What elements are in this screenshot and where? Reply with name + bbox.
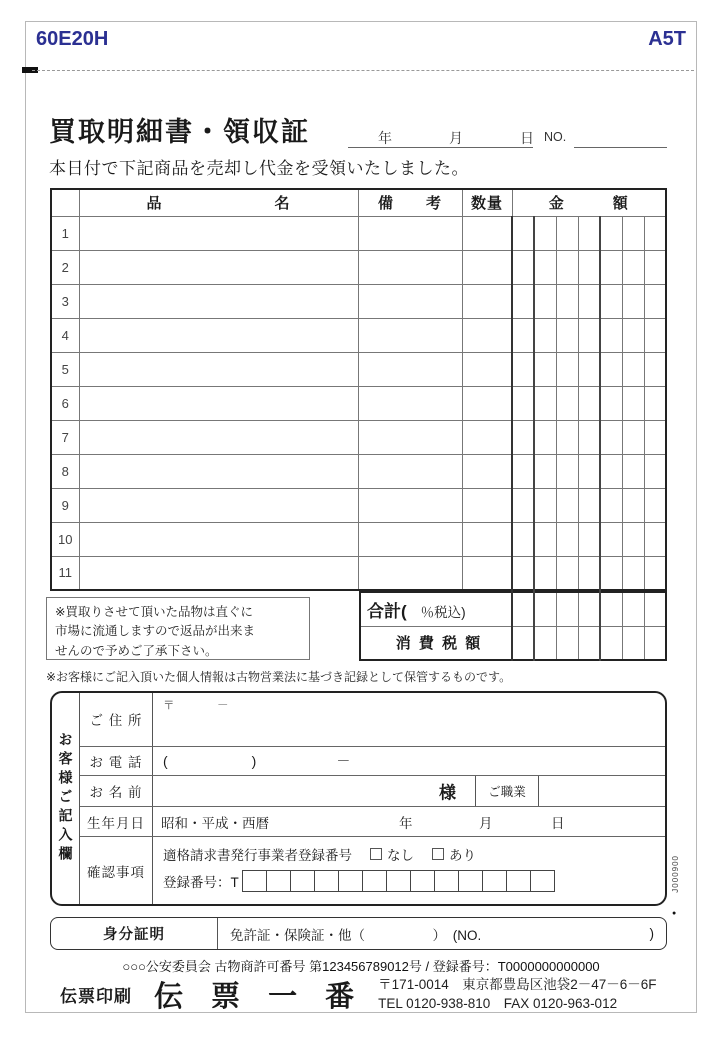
amount-digit-cell: [534, 488, 556, 522]
amount-digit-cell: [534, 216, 556, 250]
item-name-cell: [79, 386, 358, 420]
amount-digit-cell: [556, 522, 578, 556]
item-row: [51, 488, 666, 522]
item-qty-cell: [462, 386, 512, 420]
honorific-sama: 様: [439, 783, 456, 803]
name-label: お 名 前: [80, 776, 153, 805]
row-number: 8: [51, 454, 79, 488]
digit-box: [362, 870, 387, 892]
return-policy-line: せんので予めご了承下さい。: [55, 643, 218, 658]
item-note-cell: [358, 386, 462, 420]
amount-digit-cell: [512, 352, 534, 386]
amount-digit-cell: [622, 284, 644, 318]
amount-digit-cell: [556, 386, 578, 420]
digit-box: [290, 870, 315, 892]
item-row: [51, 386, 666, 420]
digit-box: [410, 870, 435, 892]
col-header-amount: 金 額: [512, 189, 666, 216]
amount-digit-cell: [644, 352, 666, 386]
confirmation-field: [153, 837, 665, 904]
birth-month-label: 月: [479, 815, 493, 831]
return-policy-note: [46, 597, 310, 660]
amount-digit-cell: [600, 488, 622, 522]
identity-proof-label: 身分証明: [51, 918, 218, 949]
birth-year-label: 年: [399, 815, 413, 831]
digit-box: [338, 870, 363, 892]
birthdate-row: [80, 807, 665, 837]
digit-box: [482, 870, 507, 892]
total-digit-cell: [600, 592, 622, 626]
total-digit-cell: [578, 592, 600, 626]
item-qty-cell: [462, 318, 512, 352]
item-name-cell: [79, 522, 358, 556]
digit-box: [434, 870, 459, 892]
amount-digit-cell: [600, 216, 622, 250]
item-row: [51, 454, 666, 488]
amount-digit-cell: [600, 454, 622, 488]
tax-digit-cell: [622, 626, 644, 660]
item-name-cell: [79, 284, 358, 318]
amount-digit-cell: [622, 318, 644, 352]
digit-box: [242, 870, 267, 892]
item-name-cell: [79, 352, 358, 386]
item-note-cell: [358, 454, 462, 488]
amount-digit-cell: [534, 420, 556, 454]
amount-digit-cell: [512, 386, 534, 420]
item-note-cell: [358, 318, 462, 352]
amount-digit-cell: [578, 386, 600, 420]
document-subtitle: 本日付で下記商品を売却し代金を受領いたしました。: [49, 159, 469, 178]
tax-digit-cell: [556, 626, 578, 660]
item-name-cell: [79, 318, 358, 352]
amount-digit-cell: [512, 250, 534, 284]
item-row: [51, 352, 666, 386]
item-name-cell: [79, 454, 358, 488]
brand-small-label: 伝票印刷: [60, 987, 132, 1006]
row-number: 6: [51, 386, 79, 420]
item-row: [51, 250, 666, 284]
printer-phones: TEL 0120-938-810 FAX 0120-963-012: [378, 995, 618, 1011]
items-table-header-row: [51, 189, 666, 216]
amount-digit-cell: [622, 386, 644, 420]
total-digit-cell: [556, 592, 578, 626]
invoice-registration-text: 適格請求書発行事業者登録番号: [163, 848, 352, 864]
date-month-label: 月: [449, 130, 463, 146]
amount-digit-cell: [534, 386, 556, 420]
digit-box: [314, 870, 339, 892]
amount-digit-cell: [512, 522, 534, 556]
checkbox-no-label: なし: [387, 848, 414, 864]
item-name-cell: [79, 420, 358, 454]
printer-address-block: [378, 976, 656, 1014]
total-digit-cell: [622, 592, 644, 626]
row-number: 11: [51, 556, 79, 590]
amount-digit-cell: [578, 488, 600, 522]
item-qty-cell: [462, 488, 512, 522]
confirmation-row: [80, 837, 665, 904]
item-qty-cell: [462, 284, 512, 318]
customer-section-vertical-label: お客様ご記入欄: [52, 693, 80, 904]
amount-digit-cell: [578, 284, 600, 318]
digit-box: [266, 870, 291, 892]
return-policy-line: ※買取りさせて頂いた品物は直ぐに: [55, 605, 253, 619]
amount-digit-cell: [622, 556, 644, 590]
row-number: 1: [51, 216, 79, 250]
postal-mark: 〒 －: [163, 700, 231, 712]
item-qty-cell: [462, 454, 512, 488]
amount-digit-cell: [600, 318, 622, 352]
print-job-code: J000900: [671, 855, 680, 893]
name-field: [153, 776, 665, 805]
amount-digit-cell: [512, 420, 534, 454]
item-qty-cell: [462, 522, 512, 556]
consumption-tax-row: [360, 626, 666, 660]
birthdate-field: [153, 807, 665, 836]
tax-digit-cell: [578, 626, 600, 660]
digit-box: [530, 870, 555, 892]
amount-digit-cell: [556, 284, 578, 318]
amount-digit-cell: [600, 284, 622, 318]
amount-digit-cell: [578, 352, 600, 386]
registration-number-prefix: 登録番号：T: [163, 875, 239, 891]
phone-row: [80, 747, 665, 776]
amount-digit-cell: [512, 556, 534, 590]
amount-digit-cell: [512, 454, 534, 488]
address-field: [153, 693, 665, 746]
amount-digit-cell: [534, 454, 556, 488]
amount-digit-cell: [534, 250, 556, 284]
identity-types-text: 免許証・保険証・他（ ） (NO.: [230, 927, 482, 943]
tax-digit-cell: [600, 626, 622, 660]
amount-digit-cell: [644, 216, 666, 250]
col-header-quantity: 数量: [462, 189, 512, 216]
item-note-cell: [358, 284, 462, 318]
era-options: 昭和・平成・西暦: [161, 815, 269, 831]
amount-digit-cell: [600, 420, 622, 454]
amount-digit-cell: [578, 318, 600, 352]
item-qty-cell: [462, 250, 512, 284]
form-code-left: 60E20H: [36, 28, 109, 50]
amount-digit-cell: [534, 522, 556, 556]
item-qty-cell: [462, 420, 512, 454]
amount-digit-cell: [534, 318, 556, 352]
return-policy-line: 市場に流通しますので返品が出来ま: [55, 624, 256, 639]
amount-digit-cell: [578, 216, 600, 250]
item-note-cell: [358, 250, 462, 284]
amount-digit-cell: [556, 216, 578, 250]
amount-digit-cell: [556, 420, 578, 454]
phone-label: お 電 話: [80, 747, 153, 775]
amount-digit-cell: [556, 488, 578, 522]
item-row: [51, 522, 666, 556]
item-row: [51, 556, 666, 590]
item-row: [51, 284, 666, 318]
phone-dash: －: [336, 753, 351, 770]
total-digit-cell: [512, 592, 534, 626]
row-number: 9: [51, 488, 79, 522]
printer-brand-row: [60, 974, 676, 1015]
consumption-tax-label: 消 費 税 額: [360, 626, 512, 660]
amount-digit-cell: [600, 522, 622, 556]
amount-digit-cell: [600, 250, 622, 284]
row-number: 7: [51, 420, 79, 454]
amount-digit-cell: [534, 284, 556, 318]
occupation-label: ご職業: [475, 776, 539, 805]
amount-digit-cell: [622, 216, 644, 250]
amount-digit-cell: [600, 386, 622, 420]
item-note-cell: [358, 352, 462, 386]
birth-day-label: 日: [551, 815, 565, 831]
amount-digit-cell: [578, 522, 600, 556]
privacy-note: ※お客様にご記入頂いた個人情報は古物営業法に基づき記録として保管するものです。: [46, 670, 512, 684]
amount-digit-cell: [600, 556, 622, 590]
row-number: 5: [51, 352, 79, 386]
amount-digit-cell: [578, 250, 600, 284]
total-tax-included-label: ％税込): [420, 604, 466, 620]
totals-table: [359, 591, 667, 661]
amount-digit-cell: [644, 488, 666, 522]
amount-digit-cell: [556, 454, 578, 488]
amount-digit-cell: [644, 386, 666, 420]
items-table: [50, 188, 667, 591]
form-code-right: A5T: [648, 28, 686, 50]
row-number: 10: [51, 522, 79, 556]
amount-digit-cell: [622, 250, 644, 284]
registration-number-boxes: [243, 870, 555, 892]
amount-digit-cell: [512, 488, 534, 522]
amount-digit-cell: [622, 454, 644, 488]
item-name-cell: [79, 556, 358, 590]
total-digit-cell: [534, 592, 556, 626]
amount-digit-cell: [644, 522, 666, 556]
date-underline: [348, 147, 533, 148]
item-note-cell: [358, 216, 462, 250]
address-row: [80, 693, 665, 747]
amount-digit-cell: [556, 250, 578, 284]
amount-digit-cell: [644, 454, 666, 488]
checkbox-yes-label: あり: [449, 848, 476, 864]
total-digit-cell: [644, 592, 666, 626]
col-header-item-name: 品 名: [79, 189, 358, 216]
amount-digit-cell: [644, 250, 666, 284]
row-number: 4: [51, 318, 79, 352]
item-row: [51, 420, 666, 454]
item-qty-cell: [462, 556, 512, 590]
date-year-label: 年: [378, 130, 392, 146]
item-qty-cell: [462, 352, 512, 386]
amount-digit-cell: [644, 556, 666, 590]
name-row: [80, 776, 665, 806]
amount-digit-cell: [534, 352, 556, 386]
item-note-cell: [358, 488, 462, 522]
amount-digit-cell: [644, 420, 666, 454]
amount-digit-cell: [622, 488, 644, 522]
amount-digit-cell: [578, 420, 600, 454]
amount-digit-cell: [644, 318, 666, 352]
total-label: 合計(: [367, 601, 407, 621]
amount-digit-cell: [512, 216, 534, 250]
tax-digit-cell: [512, 626, 534, 660]
amount-digit-cell: [578, 454, 600, 488]
customer-entry-section: [50, 691, 667, 906]
brand-logo-text: 伝 票 一 番: [154, 981, 365, 1013]
item-note-cell: [358, 556, 462, 590]
total-label-cell: [360, 592, 512, 626]
confirmation-label: 確認事項: [80, 837, 153, 904]
amount-digit-cell: [622, 352, 644, 386]
item-note-cell: [358, 420, 462, 454]
digit-box: [458, 870, 483, 892]
customer-rows: [80, 693, 665, 904]
identity-proof-section: [50, 917, 667, 950]
col-header-note: 備 考: [358, 189, 462, 216]
amount-digit-cell: [578, 556, 600, 590]
item-qty-cell: [462, 216, 512, 250]
amount-digit-cell: [600, 352, 622, 386]
receipt-no-underline: [574, 147, 667, 148]
col-header-row-number: [51, 189, 79, 216]
amount-digit-cell: [512, 284, 534, 318]
identity-proof-field: [218, 918, 666, 949]
item-row: [51, 216, 666, 250]
print-mark-dot: ●: [672, 910, 677, 917]
address-label: ご 住 所: [80, 693, 153, 746]
phone-parens: ( ): [163, 753, 257, 770]
amount-digit-cell: [556, 318, 578, 352]
item-name-cell: [79, 250, 358, 284]
amount-digit-cell: [534, 556, 556, 590]
date-day-label: 日: [520, 130, 534, 146]
checkbox-yes: [432, 848, 444, 860]
digit-box: [386, 870, 411, 892]
form-code-bar: [36, 28, 686, 51]
item-name-cell: [79, 488, 358, 522]
dealer-license-line: ○○○公安委員会 古物商許可番号 第123456789012号 / 登録番号：T0000000000000: [122, 959, 600, 974]
printer-address: 〒171-0014 東京都豊島区池袋2－47－6－6F: [378, 976, 657, 992]
amount-digit-cell: [622, 522, 644, 556]
amount-digit-cell: [644, 284, 666, 318]
document-title: 買取明細書・領収証: [49, 117, 310, 147]
identity-close-paren: ): [649, 926, 654, 941]
item-name-cell: [79, 216, 358, 250]
item-note-cell: [358, 522, 462, 556]
form-sheet: [25, 21, 697, 1013]
phone-field: [153, 747, 665, 775]
total-row: [360, 592, 666, 626]
perforation-line: [32, 70, 694, 71]
digit-box: [506, 870, 531, 892]
checkbox-no: [370, 848, 382, 860]
amount-digit-cell: [556, 352, 578, 386]
tax-digit-cell: [644, 626, 666, 660]
row-number: 3: [51, 284, 79, 318]
receipt-no-label: NO.: [544, 130, 567, 144]
item-row: [51, 318, 666, 352]
birthdate-label: 生年月日: [80, 807, 153, 836]
amount-digit-cell: [556, 556, 578, 590]
row-number: 2: [51, 250, 79, 284]
tax-digit-cell: [534, 626, 556, 660]
amount-digit-cell: [622, 420, 644, 454]
amount-digit-cell: [512, 318, 534, 352]
date-line: [26, 118, 696, 152]
